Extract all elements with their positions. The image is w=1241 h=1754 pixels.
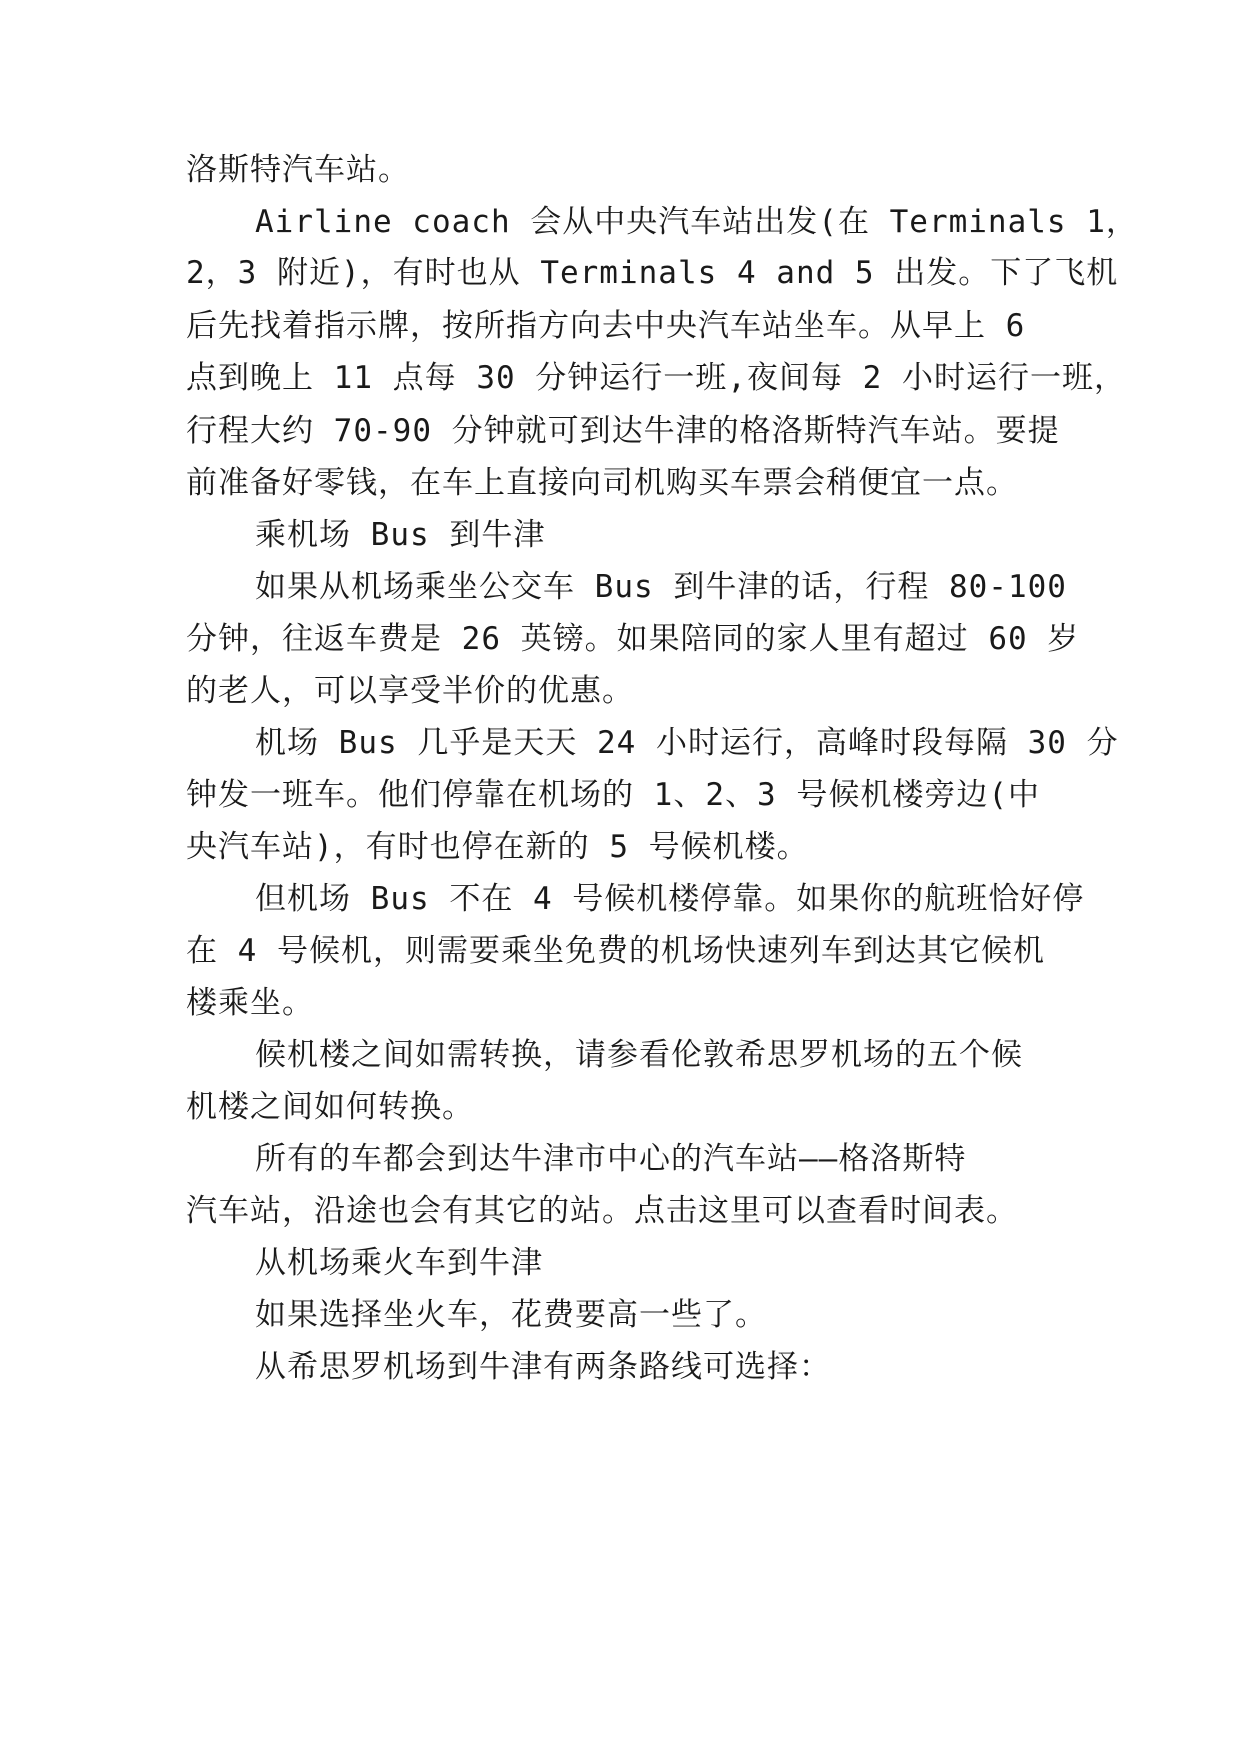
text-line: 从希思罗机场到牛津有两条路线可选择： <box>255 1349 831 1385</box>
text-line: 机楼之间如何转换。 <box>186 1089 474 1125</box>
text-line: 如果从机场乘坐公交车 Bus 到牛津的话，行程 80-100 <box>255 569 1067 605</box>
text-line: 钟发一班车。他们停靠在机场的 1、2、3 号候机楼旁边(中 <box>186 777 1040 813</box>
text-line: 所有的车都会到达牛津市中心的汽车站——格洛斯特 <box>255 1141 967 1177</box>
text-line: 后先找着指示牌，按所指方向去中央汽车站坐车。从早上 6 <box>186 308 1026 344</box>
text-line: 的老人，可以享受半价的优惠。 <box>186 673 634 709</box>
text-line: 候机楼之间如需转换，请参看伦敦希思罗机场的五个候 <box>255 1037 1023 1073</box>
section-heading: 从机场乘火车到牛津 <box>255 1245 543 1281</box>
text-line: 2，3 附近)，有时也从 Terminals 4 and 5 出发。下了飞机 <box>186 255 1119 291</box>
section-heading: 乘机场 Bus 到牛津 <box>255 517 546 553</box>
text-line: 但机场 Bus 不在 4 号候机楼停靠。如果你的航班恰好停 <box>255 881 1085 917</box>
text-line: 在 4 号候机，则需要乘坐免费的机场快速列车到达其它候机 <box>186 933 1045 969</box>
text-line: 前准备好零钱，在车上直接向司机购买车票会稍便宜一点。 <box>186 465 1018 501</box>
text-line: 机场 Bus 几乎是天天 24 小时运行，高峰时段每隔 30 分 <box>255 725 1119 761</box>
text-line: 汽车站，沿途也会有其它的站。点击这里可以查看时间表。 <box>186 1193 1018 1229</box>
text-line: 央汽车站)，有时也停在新的 5 号候机楼。 <box>186 829 809 865</box>
text-line: Airline coach 会从中央汽车站出发(在 Terminals 1， <box>255 204 1138 240</box>
text-line: 洛斯特汽车站。 <box>186 152 410 188</box>
text-line: 楼乘坐。 <box>186 985 314 1021</box>
text-line: 如果选择坐火车，花费要高一些了。 <box>255 1297 767 1333</box>
text-line: 点到晚上 11 点每 30 分钟运行一班,夜间每 2 小时运行一班， <box>186 360 1126 396</box>
text-line: 分钟，往返车费是 26 英镑。如果陪同的家人里有超过 60 岁 <box>186 621 1080 657</box>
text-line: 行程大约 70-90 分钟就可到达牛津的格洛斯特汽车站。要提 <box>186 413 1060 449</box>
